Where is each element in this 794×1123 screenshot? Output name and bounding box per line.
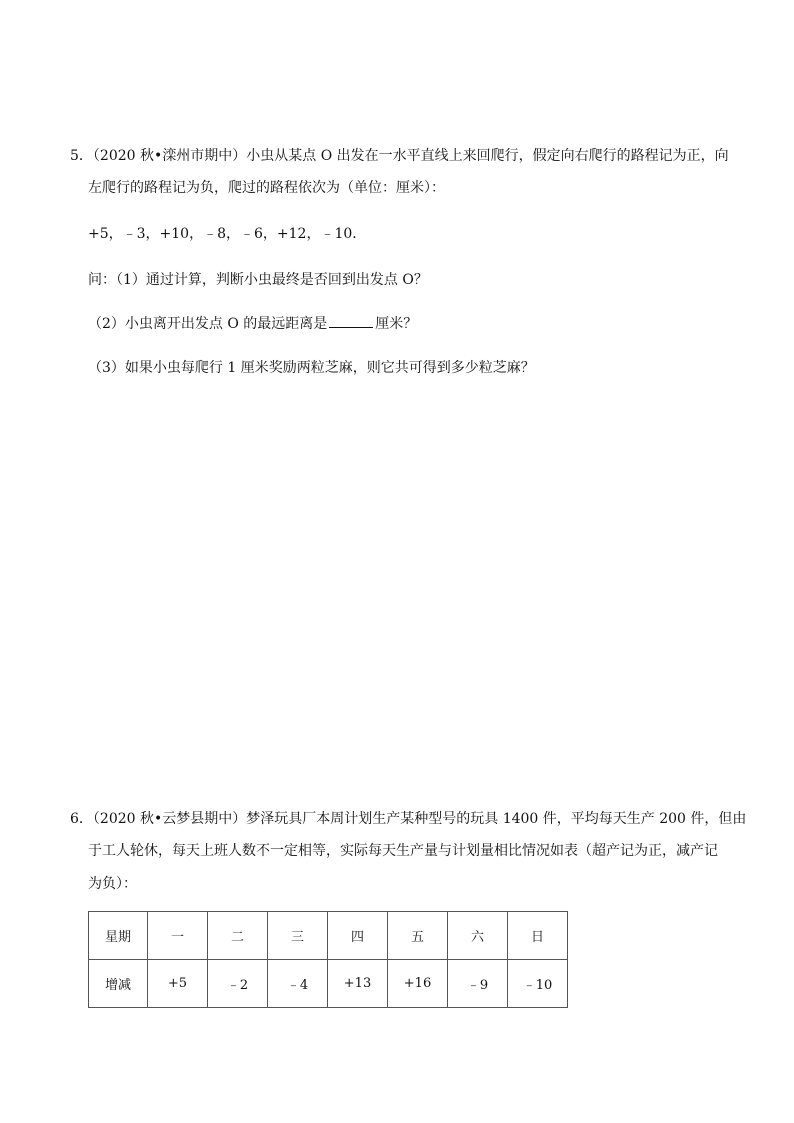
production-table <box>88 911 568 1008</box>
problem-5-line-1: 5．（2020 秋•滦州市期中）小虫从某点 O 出发在一水平直线上来回爬行，假定向右爬行的路程记为正，向 <box>70 148 729 164</box>
problem-5-line-2: 左爬行的路程记为负，爬过的路程依次为（单位：厘米）： <box>88 180 445 196</box>
table-day-cell: 三 <box>268 912 328 960</box>
table-header-row <box>89 912 568 960</box>
table-day-cell: 五 <box>388 912 448 960</box>
table-value-cell: ﹣2 <box>208 960 268 1008</box>
problem-5-question-2 <box>88 313 417 334</box>
table-day-cell: 日 <box>508 912 568 960</box>
problem-6-line-3: 为负）： <box>88 876 137 892</box>
answer-blank[interactable] <box>329 313 373 328</box>
table-value-cell: +13 <box>328 960 388 1008</box>
table-value-cell: +16 <box>388 960 448 1008</box>
question-2-text-before: （2）小虫离开出发点 O 的最远距离是 <box>88 316 328 332</box>
problem-5-question-3: （3）如果小虫每爬行 1 厘米奖励两粒芝麻，则它共可得到多少粒芝麻？ <box>88 360 535 376</box>
table-value-cell: +5 <box>148 960 208 1008</box>
table-header-label: 星期 <box>89 912 148 960</box>
table-day-cell: 一 <box>148 912 208 960</box>
problem-5-question-1: 问：（1）通过计算，判断小虫最终是否回到出发点 O？ <box>88 272 428 288</box>
table-value-row <box>89 960 568 1008</box>
table-value-cell: ﹣10 <box>508 960 568 1008</box>
table-day-cell: 四 <box>328 912 388 960</box>
question-2-text-after: 厘米？ <box>375 316 418 332</box>
table-day-cell: 六 <box>448 912 508 960</box>
table-row-label: 增减 <box>89 960 148 1008</box>
problem-6-line-1: 6．（2020 秋•云梦县期中）梦泽玩具厂本周计划生产某种型号的玩具 1400 件，平均每天生产 200 件，但由 <box>70 811 747 827</box>
table-value-cell: ﹣9 <box>448 960 508 1008</box>
table-value-cell: ﹣4 <box>268 960 328 1008</box>
problem-5-sequence: +5，﹣3，+10，﹣8，﹣6，+12，﹣10． <box>88 226 367 242</box>
problem-6-line-2: 于工人轮休，每天上班人数不一定相等，实际每天生产量与计划量相比情况如表（超产记为正，减产记 <box>88 843 718 859</box>
table-day-cell: 二 <box>208 912 268 960</box>
